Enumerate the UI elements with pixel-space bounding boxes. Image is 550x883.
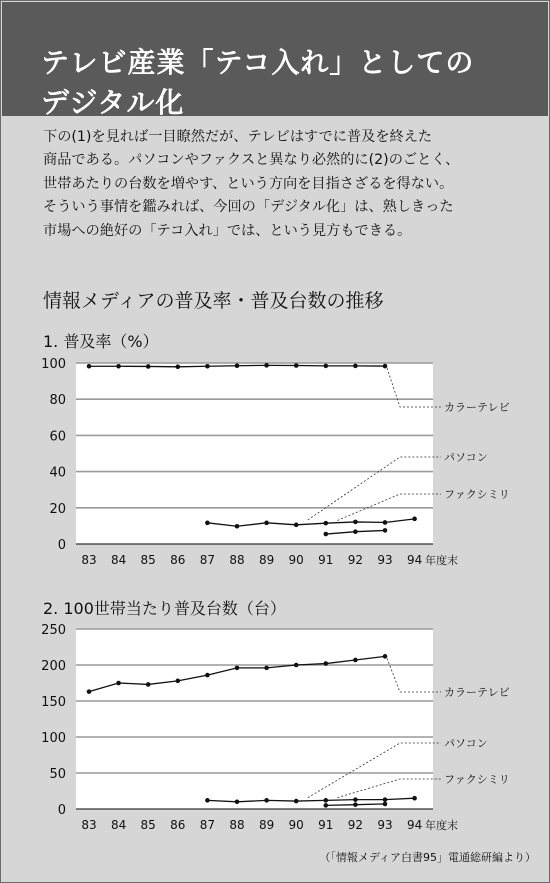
x-tick-label: 87: [199, 553, 216, 567]
data-point: [324, 364, 329, 369]
data-point: [412, 517, 417, 522]
x-tick-label: 89: [258, 553, 275, 567]
x-tick-label: 89: [258, 818, 275, 832]
y-tick-label: 80: [49, 393, 66, 409]
data-point: [412, 796, 417, 801]
section-title: 情報メディアの普及率・普及台数の推移: [43, 290, 384, 312]
x-tick-label: 91: [318, 553, 334, 567]
y-tick-label: 0: [57, 538, 66, 553]
data-point: [235, 524, 240, 529]
intro-line: 世帯あたりの台数を増やす、という方向を目指さざるを得ない。: [43, 175, 454, 192]
data-point: [116, 681, 121, 686]
data-point: [353, 658, 358, 663]
x-tick-label: 83: [81, 553, 97, 567]
x-tick-label: 85: [140, 818, 156, 832]
x-tick-label: 84: [110, 553, 127, 567]
data-point: [294, 799, 299, 804]
plot-area: [76, 363, 433, 544]
data-point: [353, 364, 358, 369]
data-point: [205, 521, 210, 526]
data-point: [383, 520, 388, 525]
data-point: [383, 654, 388, 659]
plot-area: [76, 629, 433, 809]
data-point: [353, 520, 358, 525]
page-title-line-1: テレビ産業「テコ入れ」としての: [41, 46, 475, 79]
x-tick-label: 94: [406, 818, 423, 832]
data-point: [264, 798, 269, 803]
page-title-line-2: デジタル化: [41, 86, 185, 119]
data-point: [205, 798, 210, 803]
data-point: [383, 802, 388, 807]
series-label: ファクシミリ: [444, 488, 510, 501]
y-tick-label: 60: [49, 429, 66, 445]
x-tick-label: 92: [347, 818, 364, 832]
data-point: [294, 663, 299, 668]
x-tick-label: 86: [170, 818, 186, 832]
y-tick-label: 100: [41, 357, 66, 372]
data-point: [87, 364, 92, 369]
x-tick-label: 83: [81, 818, 97, 832]
x-tick-label: 85: [140, 553, 156, 567]
data-point: [294, 523, 299, 528]
x-tick-label: 90: [288, 818, 304, 832]
y-tick-label: 0: [57, 803, 66, 818]
data-point: [324, 803, 329, 808]
source-note: （「情報メディア白書95」電通総研編より）: [319, 851, 536, 864]
x-tick-label: 94: [406, 553, 423, 567]
intro-line: 商品である。パソコンやファクスと異なり必然的に(2)のごとく、: [43, 152, 460, 169]
data-point: [176, 365, 181, 370]
data-point: [264, 666, 269, 671]
series-label: カラーテレビ: [444, 401, 510, 414]
data-point: [235, 666, 240, 671]
data-point: [116, 364, 121, 369]
x-tick-label: 93: [377, 818, 393, 832]
y-tick-label: 150: [41, 695, 66, 710]
x-tick-label: 87: [199, 818, 216, 832]
y-tick-label: 20: [49, 501, 66, 517]
x-tick-label: 90: [288, 553, 304, 567]
data-point: [294, 363, 299, 368]
intro-line: 市場への絶好の「テコ入れ」では、という見方もできる。: [43, 222, 412, 239]
x-axis-suffix: 年度末: [425, 819, 458, 832]
y-tick-label: 40: [49, 465, 66, 481]
charts-canvas: [1, 1, 549, 882]
data-point: [324, 521, 329, 526]
x-tick-label: 84: [110, 818, 127, 832]
y-tick-label: 100: [41, 731, 66, 746]
data-point: [324, 532, 329, 537]
data-point: [146, 682, 151, 687]
chart-2: [76, 629, 433, 809]
x-axis-suffix: 年度末: [425, 554, 458, 567]
data-point: [353, 802, 358, 807]
data-point: [87, 689, 92, 694]
data-point: [146, 364, 151, 369]
data-point: [264, 363, 269, 368]
data-point: [205, 673, 210, 678]
x-tick-label: 88: [229, 553, 245, 567]
data-point: [235, 800, 240, 805]
intro-line: 下の(1)を見れば一目瞭然だが、テレビはすでに普及を終えた: [43, 129, 433, 145]
data-point: [383, 528, 388, 533]
series-label: パソコン: [444, 451, 488, 464]
data-point: [235, 363, 240, 368]
data-point: [176, 679, 181, 684]
series-label: パソコン: [444, 737, 488, 750]
data-point: [324, 798, 329, 803]
data-point: [324, 661, 329, 666]
data-point: [205, 364, 210, 369]
data-point: [383, 364, 388, 369]
chart-1: [76, 363, 433, 544]
intro-line: そういう事情を鑑みれば、今回の「デジタル化」は、熟しきった: [43, 199, 454, 216]
y-tick-label: 50: [49, 767, 66, 782]
y-tick-label: 250: [41, 623, 66, 638]
series-label: ファクシミリ: [444, 773, 510, 786]
x-tick-label: 88: [229, 818, 245, 832]
chart-2-title: 2. 100世帯当たり普及台数（台）: [43, 599, 286, 618]
series-label: カラーテレビ: [444, 686, 510, 699]
data-point: [353, 797, 358, 802]
data-point: [264, 521, 269, 526]
y-tick-label: 200: [41, 659, 66, 674]
data-point: [383, 797, 388, 802]
x-tick-label: 92: [347, 553, 364, 567]
x-tick-label: 93: [377, 553, 393, 567]
x-tick-label: 91: [318, 818, 334, 832]
x-tick-label: 86: [170, 553, 186, 567]
data-point: [353, 529, 358, 534]
chart-1-title: 1. 普及率（%）: [43, 332, 159, 351]
